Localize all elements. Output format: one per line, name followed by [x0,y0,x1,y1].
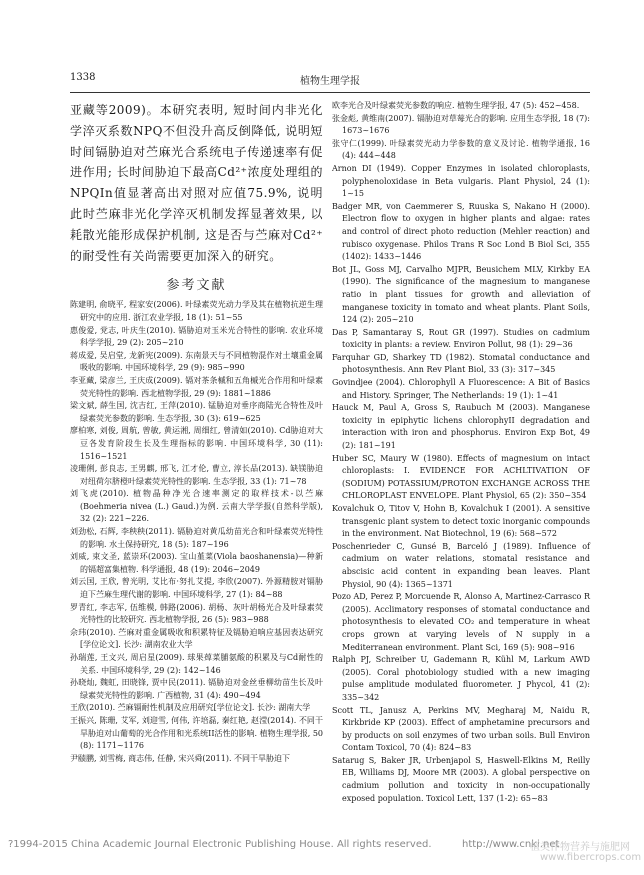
reference-item: 张守仁(1999). 叶绿素荧光动力学参数的意义及讨论. 植物学通报, 16 (4): 444~448 [332,138,590,161]
reference-item: 廖柏寒, 刘俊, 周航, 曾敏, 黄运湘, 周细红, 曾清如(2010). Cd胁迫对大豆各发育阶段生长及生理指标的影响. 中国环境科学, 30 (11): 1516~1521 [70,426,323,461]
reference-item: 梁文斌, 薛生国, 沈吉红, 王萍(2010). 锰胁迫对垂序商陆光合特性及叶绿素荧光参数的影响. 生态学报, 30 (3): 619~625 [70,401,323,423]
reference-item: 刘劲松, 石辉, 李秧秧(2011). 镉胁迫对黄瓜幼苗光合和叶绿素荧光特性的影响. 水土保持研究, 18 (5): 187~196 [70,527,323,549]
reference-item: 惠俊爱, 党志, 叶庆生(2010). 镉胁迫对玉米光合特性的影响. 农业环境科学学报, 29 (2): 205~210 [70,325,323,348]
right-column [332,100,590,805]
header-rule [70,92,590,93]
reference-item: Satarug S, Baker JR, Urbenjapol S, Haswell-Elkins M, Reilly EB, Williams DJ, Moore MR (2003). A global perspective on cadmium pollution and toxicity in non-occupationally exposed population. Toxicol Lett, 137 (1-2): 65~83 [332,755,590,803]
page-header [70,72,590,88]
reference-item: Hauck M, Paul A, Gross S, Raubuch M (2003). Manganese toxicity in epiphytic lichens chlorophyII degradation and interaction with iron and phosphorus. Environ Exp Bot, 49 (2): 181~191 [332,403,590,451]
copyright-line: ?1994-2015 China Academic Journal Electronic Publishing House. All rights reserved. [8,839,432,850]
reference-list-left [70,299,323,765]
watermark-url: www.fibercrops.com [540,852,642,863]
references-heading: 参考文献 [166,278,227,294]
reference-item: 欧李光合及叶绿素荧光参数的响应. 植物生理学报, 47 (5): 452~458. [332,101,580,110]
reference-item: 刘飞虎(2010). 植物晶种净光合速率测定的取样技术-以苎麻(Boehmeria nivea (L.) Gaud.)为例. 云南大学学报(自然科学版), 32 (2): 221~226. [70,489,323,524]
reference-item: 罗青红, 李志军, 伍维模, 韩路(2006). 胡杨、灰叶胡杨光合及叶绿素荧光特性的比较研究. 西北植物学报, 26 (5): 983~988 [70,602,323,625]
journal-name: 植物生理学报 [300,76,360,87]
reference-item: 孙晓灿, 魏虹, 田晓锋, 贾中民(2011). 镉胁迫对金丝垂柳幼苗生长及叶绿素荧光特性的影响. 广西植物, 31 (4): 490~494 [70,678,323,700]
body-paragraph: 亚藏等2009)。本研究表明, 短时间内非光化学淬灭系数NPQ不但没升高反倒降低, 说明短时间镉胁迫对苎麻光合系统电子传递速率有促进作用; 长时间胁迫下最高Cd²⁺浓度处理组的NPQIn值显著高出对照对应值75.9%, 说明此时苎麻非光化学淬灭机制发挥显著效果, 以耗散光能形成保护机制, 这是否与苎麻对Cd²⁺的耐受性有关尚需要更加深入的研究。 [70,103,323,263]
watermark-text: 植类作物营养与施肥网 [530,842,630,853]
reference-item: 佘玮(2010). 苎麻对重金属吸收和积累特征及镉胁迫响应基因表达研究[学位论文]. 长沙: 湖南农业大学 [70,627,323,650]
reference-item: 蒋成爱, 吴启堂, 龙新宪(2009). 东南景天与不同植物混作对土壤重金属吸收的影响. 中国环境科学, 29 (9): 985~990 [70,350,323,373]
reference-item: 李亚藏, 梁彦兰, 王庆成(2009). 镉对茶条槭和五角槭光合作用和叶绿素荧光特性的影响. 西北植物学报, 29 (9): 1881~1886 [70,375,323,398]
reference-item: Arnon DI (1949). Copper Enzymes in isolated chloroplasts, polyphenoloxidase in Beta vulgaris. Plant Physiol, 24 (1): 1~15 [332,163,590,199]
reference-list-right [332,100,590,805]
page-number: 1338 [70,72,96,83]
reference-item: 刘云国, 王欣, 曾光明, 艾比布·努扎艾提, 李欣(2007). 外源精胺对镉胁迫下苎麻生理代谢的影响. 中国环境科学, 27 (1): 84~88 [70,577,323,600]
reference-item: Farquhar GD, Sharkey TD (1982). Stomatal conductance and photosynthesis. Ann Rev Plant Biol, 33 (3): 317~345 [332,352,590,375]
reference-item: Ralph PJ, Schreiber U, Gademann R, Kühl M, Larkum AWD (2005). Coral photobiology studied with a new imaging pulse amplitude modulated fluorometer. J Phycol, 41 (2): 335~342 [332,655,590,702]
reference-item: Poschenrieder C, Gunsé B, Barceló J (1989). Influence of cadmium on water relations, stomatal resistance and abscisic acid content in expanding bean leaves. Plant Physiol, 90 (4): 1365~1371 [332,541,590,589]
reference-item: Govindjee (2004). Chlorophyll A Fluorescence: A Bit of Basics and History. Springer, The Netherlands: 19 (1): 1~41 [332,378,590,400]
reference-item: Huber SC, Maury W (1980). Effects of magnesium on intact chloroplasts: I. EVIDENCE FOR ACHLTIVATION OF (SODIUM) POTASSIUM/PROTON EXCHANGE ACROSS THE CHLOROPLAST ENVELOPE. Plant Physiol, 65 (2): 350~354 [332,453,590,501]
reference-item: 凌珊俐, 彭良志, 王男麒, 邢飞, 江才伦, 曹立, 淳长品(2013). 缺镁胁迫对纽荷尔脐橙叶绿素荧光特性的影响. 生态学报, 33 (1): 71~78 [70,464,323,486]
footer-url: http://www.cnki.net [462,839,560,850]
reference-item: Scott TL, Janusz A, Perkins MV, Megharaj M, Naidu R, Kirkbride KP (2003). Effect of amphetamine precursors and by products on soil enzymes of two urban soils. Bull Environ Contam Toxicol, 70 (4): 824~83 [332,705,590,753]
reference-item: 张金彪, 黄维南(2007). 镉胁迫对草莓光合的影响. 应用生态学报, 18 (7): 1673~1676 [332,113,590,136]
reference-item: 陈建明, 俞晓平, 程家安(2006). 叶绿素荧光动力学及其在植物抗逆生理研究中的应用. 浙江农业学报, 18 (1): 51~55 [70,300,323,322]
reference-item: 尹赜鹏, 刘雪梅, 商志伟, 任静, 宋兴舜(2011). 不同干旱胁迫下 [70,753,291,763]
reference-item: Pozo AD, Perez P, Morcuende R, Alonso A, Martinez-Carrasco R (2005). Acclimatory responses of stomatal conductance and photosynthesis to elevated CO₂ and temperature in wheat crops grown at varying levels of N supply in a Mediterranean environment. Plant Sci, 169 (5): 908~916 [332,592,590,652]
reference-item: 王欣(2010). 苎麻镉耐性机制及应用研究[学位论文]. 长沙: 湖南大学 [70,703,311,713]
reference-item: 孙瑞莲, 王文兴, 周启星(2009). 球果蔊菜脯氨酸的积累及与Cd耐性的关系. 中国环境科学, 29 (2): 142~146 [70,653,323,675]
reference-item: Das P, Samantaray S, Rout GR (1997). Studies on cadmium toxicity in plants: a review. Environ Pollut, 98 (1): 29~36 [332,327,590,350]
reference-item: 刘威, 束文圣, 蓝崇环(2003). 宝山堇菜(Viola baoshanensia)—种新的镉超富集植物. 科学通报, 48 (19): 2046~2049 [70,552,323,574]
reference-item: Badger MR, von Caemmerer S, Ruuska S, Nakano H (2000). Electron flow to oxygen in higher plants and algae: rates and control of direct photo reduction (Mehler reaction) and rubisco oxygenase. Philos Trans R Soc Lond B Biol Sci, 355 (1402): 1433~1446 [332,201,590,262]
reference-item: 王振兴, 陈珊, 艾军, 刘迎雪, 何伟, 许培磊, 秦红艳, 赵滢(2014). 不同干旱胁迫对山葡萄的光合作用和光系统II活性的影响. 植物生理学报, 50 (8): 1171~1176 [70,715,323,751]
reference-item: Kovalchuk O, Titov V, Hohn B, Kovalchuk I (2001). A sensitive transgenic plant system to detect toxic inorganic compounds in the environment. Nat Biotechnol, 19 (6): 568~572 [332,504,590,539]
reference-item: Bot JL, Goss MJ, Carvalho MJPR, Beusichem MLV, Kirkby EA (1990). The significance of the magnesium to manganese ratio in plant tissues for growth and alleviation of manganese toxicity in tomato and wheat plants. Plant Soils, 124 (2): 205~210 [332,264,590,325]
left-column [70,100,323,765]
